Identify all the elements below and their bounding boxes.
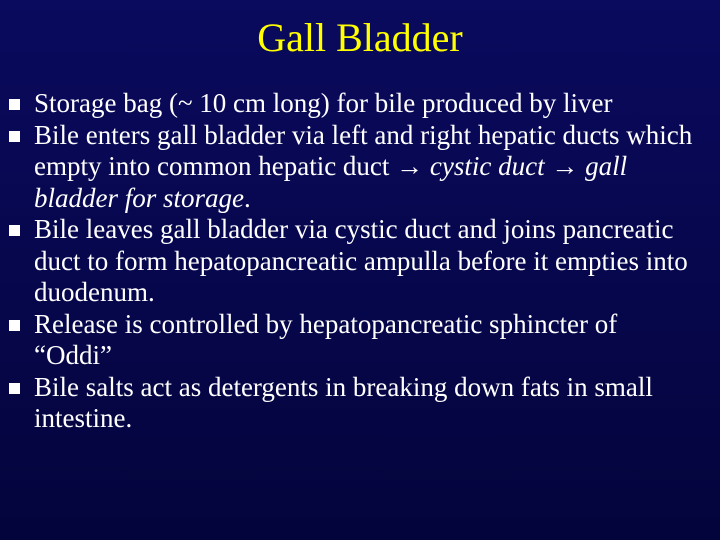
- bullet-item: [0, 214, 720, 309]
- square-bullet-icon: [9, 131, 20, 142]
- bullet-list: [0, 88, 720, 435]
- square-bullet-icon: [9, 225, 20, 236]
- bullet-item: [0, 372, 720, 435]
- square-bullet-icon: [9, 383, 20, 394]
- bullet-item: [0, 88, 720, 120]
- bullet-text: Release is controlled by hepatopancreatic sphincter of “Oddi”: [34, 308, 618, 370]
- bullet-item: [0, 120, 720, 215]
- square-bullet-icon: [9, 99, 20, 110]
- bullet-italic-text: cystic duct → gall bladder for storage: [34, 151, 628, 213]
- bullet-text: Bile enters gall bladder via left and right hepatic ducts which empty into common hepatic duct →: [34, 119, 693, 181]
- bullet-text: Bile leaves gall bladder via cystic duct and joins pancreatic duct to form hepatopancreatic ampulla before it empties into duodenum.: [34, 214, 688, 307]
- bullet-tail-text: .: [244, 182, 251, 213]
- slide-title: Gall Bladder: [257, 15, 463, 60]
- bullet-text: Bile salts act as detergents in breaking down fats in small intestine.: [34, 371, 653, 433]
- bullet-text: Storage bag (~ 10 cm long) for bile produced by liver: [34, 88, 613, 118]
- square-bullet-icon: [9, 320, 20, 331]
- bullet-item: [0, 309, 720, 372]
